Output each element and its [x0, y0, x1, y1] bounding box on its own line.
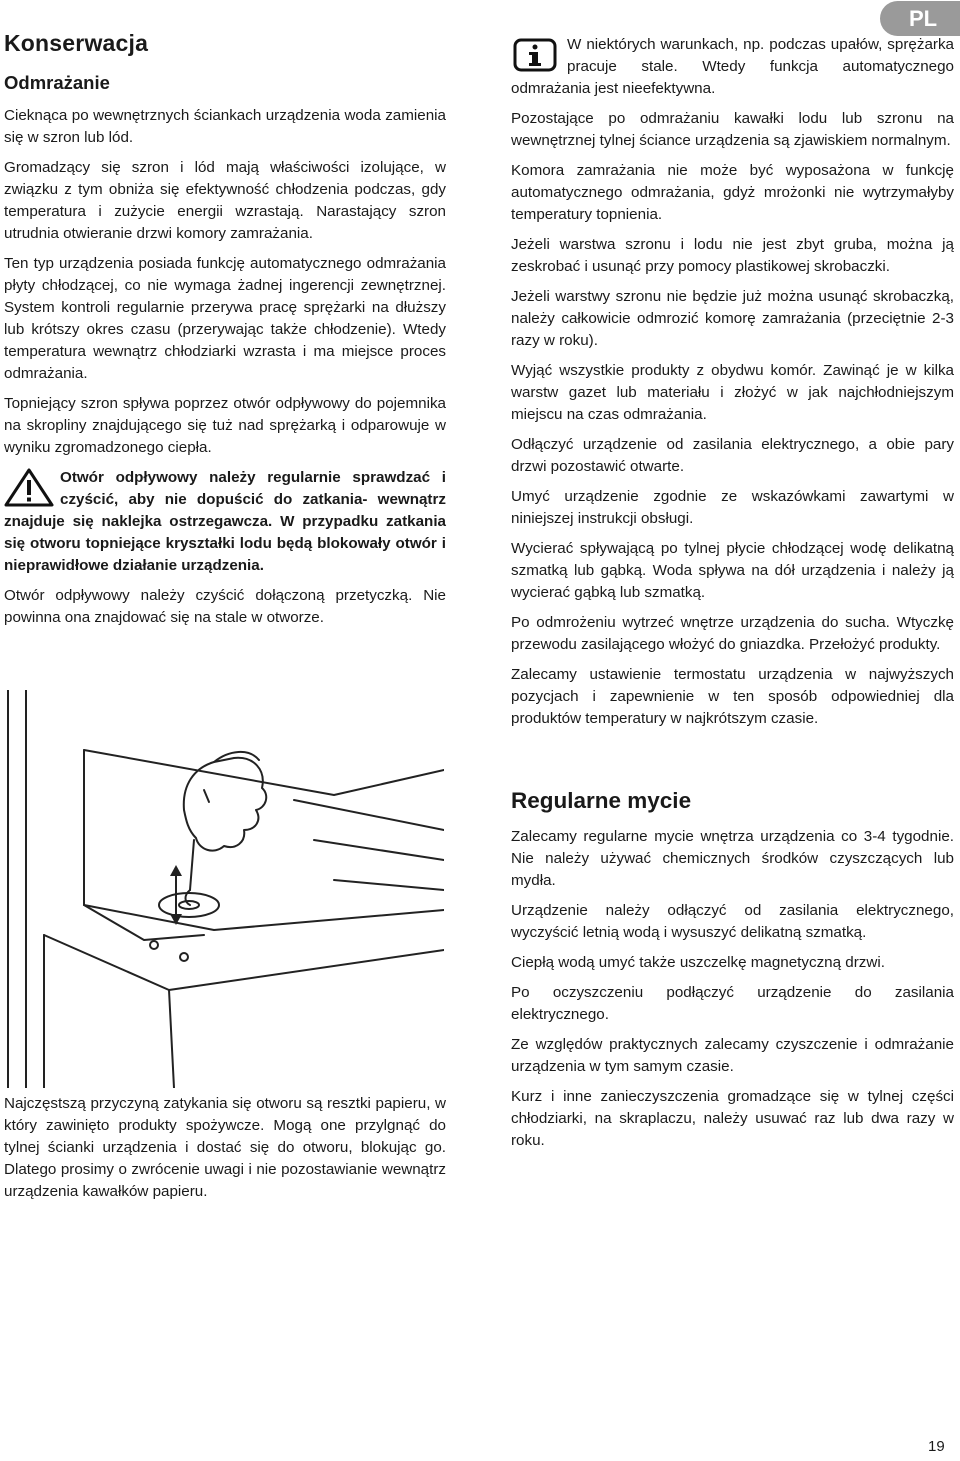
warning-text: Otwór odpływowy należy regularnie sprawdzać i czyścić, aby nie dopuścić do zatkania- wewnątrz znajduje się naklejka ostrzegawcza. W przypadku zatkania się otworu topniejące kryształki lodu będą blokowały otwór i nieprawidłowe działanie urządzenia.: [4, 469, 446, 574]
right-column-cleaning: [511, 826, 954, 1160]
info-icon: [513, 38, 557, 72]
cleaning-paragraph-1: Zalecamy regularne mycie wnętrza urządzenia co 3-4 tygodnie. Nie należy używać chemicznych środków czyszczących lub mydła.: [511, 828, 954, 889]
right-paragraph-4: Jeżeli warstwy szronu nie będzie już można usunąć skrobaczką, należy całkowicie odmrozić komorę zamrażania (przeciętnie 2-3 razy w roku).: [511, 288, 954, 349]
right-column: [511, 34, 954, 738]
page-title: Konserwacja: [4, 30, 149, 56]
right-paragraph-7: Umyć urządzenie zgodnie ze wskazówkami zawartymi w niniejszej instrukcji obsługi.: [511, 488, 954, 527]
right-paragraph-1: Pozostające po odmrażaniu kawałki lodu lub szronu na wewnętrznej tylnej ściance urządzenia są zjawiskiem normalnym.: [511, 110, 954, 149]
drain-hole-illustration: [4, 690, 444, 1088]
section-title-defrosting: Odmrażanie: [4, 72, 110, 93]
section-title-cleaning: Regularne mycie: [511, 788, 692, 813]
right-paragraph-6: Odłączyć urządzenie od zasilania elektrycznego, a obie pary drzwi pozostawić otwarte.: [511, 436, 954, 475]
left-column-bottom: [4, 1093, 446, 1211]
right-paragraph-3: Jeżeli warstwa szronu i lodu nie jest zbyt gruba, można ją zeskrobać i usunąć przy pomocy plastikowej skrobaczki.: [511, 236, 954, 275]
cleaning-paragraph-4: Po oczyszczeniu podłączyć urządzenie do zasilania elektrycznego.: [511, 984, 954, 1023]
right-paragraph-5: Wyjąć wszystkie produkty z obydwu komór. Zawinąć je w kilka warstw gazet lub materiału i złożyć w jak najchłodniejszym miejscu na czas odmrażania.: [511, 362, 954, 423]
paragraph-4: Topniejący szron spływa poprzez otwór odpływowy do pojemnika na skropliny znajdującego się tuż nad sprężarką i odparowuje w wyniku zgromadzonego ciepła.: [4, 395, 446, 456]
right-paragraph-9: Po odmrożeniu wytrzeć wnętrze urządzenia do sucha. Wtyczkę przewodu zasilającego włożyć do gniazdka. Przełożyć produkty.: [511, 614, 954, 653]
right-paragraph-2: Komora zamrażania nie może być wyposażona w funkcję automatycznego odmrażania, gdyż mrożonki nie wytrzymałyby temperatury topnienia.: [511, 162, 954, 223]
paragraph-1: Cieknąca po wewnętrznych ściankach urządzenia woda zamienia się w szron lub lód.: [4, 107, 446, 146]
cleaning-paragraph-3: Ciepłą wodą umyć także uszczelkę magnetyczną drzwi.: [511, 954, 885, 971]
paragraph-2: Gromadzący się szron i lód mają właściwości izolujące, w związku z tym obniża się efektywność chłodzenia podczas, gdy temperatura i zużycie energii wzrastają. Narastający szron utrudnia otwieranie drzwi komory zamrażania.: [4, 159, 446, 242]
paragraph-6: Najczęstszą przyczyną zatykania się otworu są resztki papieru, w który zawinięto produkty spożywcze. Mogą one przylgnąć do tylnej ścianki urządzenia i dostać się do otworu, blokując go. Dlatego prosimy o zwrócenie uwagi i nie pozostawianie wewnątrz urządzenia kawałków papieru.: [4, 1095, 446, 1200]
page-number: 19: [928, 1438, 945, 1455]
right-paragraph-8: Wycierać spływającą po tylnej płycie chłodzącej wodę delikatną szmatką lub gąbką. Woda spływa na dół urządzenia i należy ją wycierać gąbką lub szmatką.: [511, 540, 954, 601]
warning-note: [4, 467, 446, 577]
right-paragraph-10: Zalecamy ustawienie termostatu urządzenia w najwyższych pozycjach i zapewnienie w ten sposób odpowiedniej dla produktów temperatury w najkrótszym czasie.: [511, 666, 954, 727]
cleaning-paragraph-2: Urządzenie należy odłączyć od zasilania elektrycznego, wyczyścić letnią wodą i wysuszyć delikatną szmatką.: [511, 902, 954, 941]
cleaning-paragraph-6: Kurz i inne zanieczyszczenia gromadzące się w tylnej części chłodziarki, na skraplaczu, należy usuwać raz lub dwa razy w roku.: [511, 1088, 954, 1149]
info-note: [511, 34, 954, 100]
paragraph-3: Ten typ urządzenia posiada funkcję automatycznego odmrażania płyty chłodzącej, co nie wymaga żadnej ingerencji zewnętrznej. System kontroli regularnie przerywa pracę sprężarki na dłuższy lub krótszy okres czasu (przerywając także chłodzenie). Wtedy temperatura wewnątrz chłodziarki wzrasta i ma miejsce proces odmrażania.: [4, 255, 446, 382]
left-column: [4, 105, 446, 637]
warning-triangle-icon: [4, 467, 54, 507]
language-badge: PL: [880, 1, 960, 36]
cleaning-paragraph-5: Ze względów praktycznych zalecamy czyszczenie i odmrażanie urządzenia w tym samym czasie.: [511, 1036, 954, 1075]
paragraph-5: Otwór odpływowy należy czyścić dołączoną przetyczką. Nie powinna ona znajdować się na stale w otworze.: [4, 587, 446, 626]
info-text: W niektórych warunkach, np. podczas upałów, sprężarka pracuje stale. Wtedy funkcja automatycznego odmrażania jest nieefektywna.: [511, 36, 954, 97]
